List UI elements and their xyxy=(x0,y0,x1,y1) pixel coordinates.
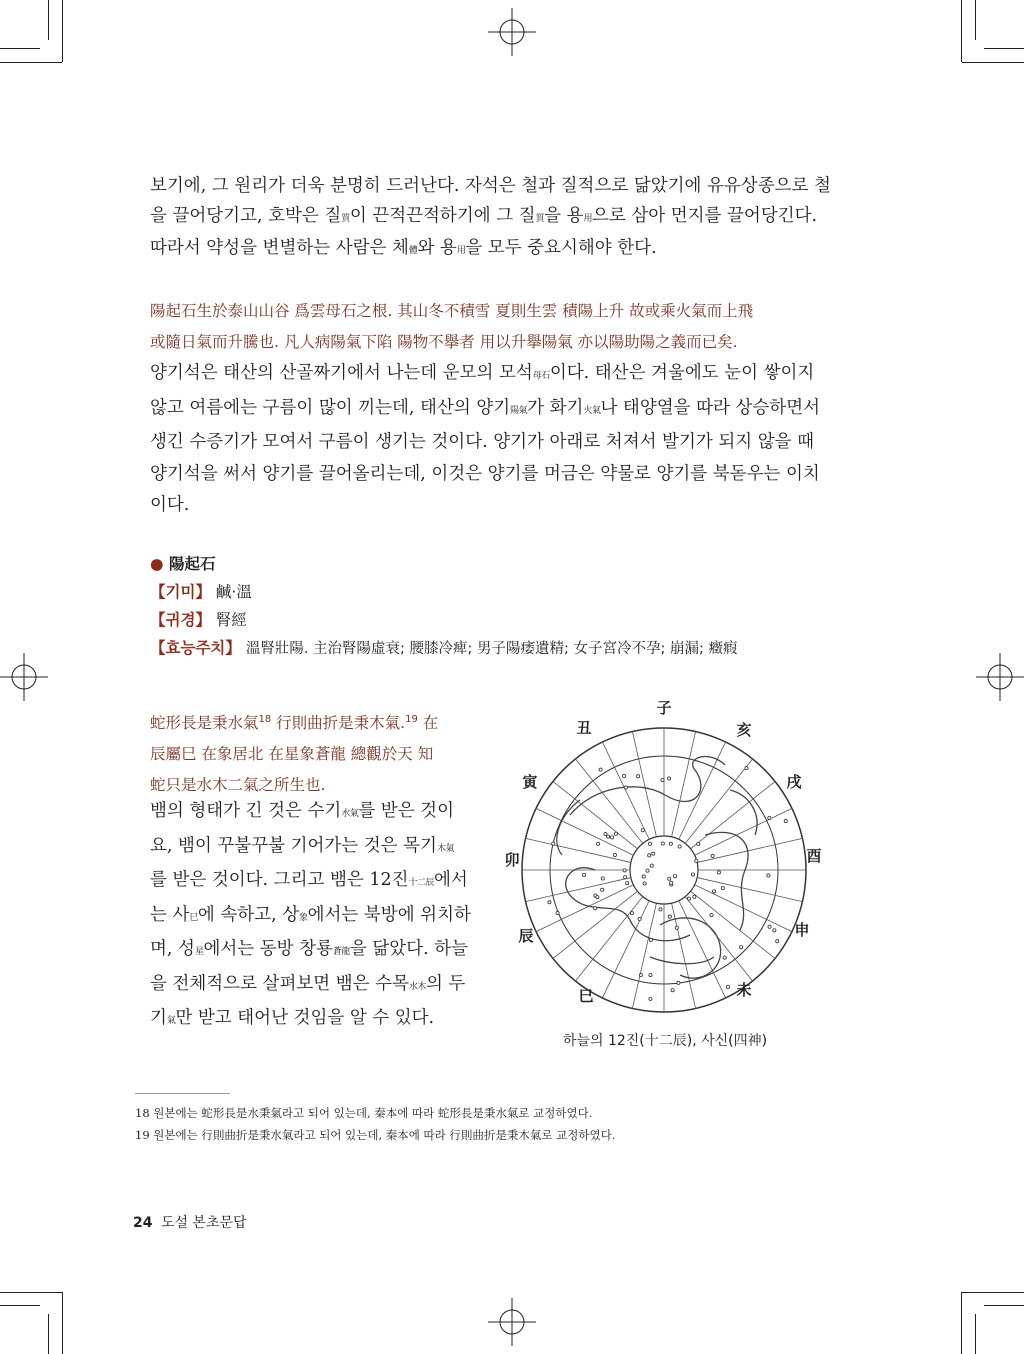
star-mark xyxy=(768,925,771,928)
branch-label: 申 xyxy=(794,921,810,939)
herb-entry xyxy=(150,550,738,663)
star-mark xyxy=(677,981,680,984)
star-mark xyxy=(641,829,644,832)
entry-row-efficacy: 【효능주치】 溫腎壯陽. 主治腎陽虛衰; 腰膝冷痺; 男子陽痿遺精; 女子宮冷不孕; 崩漏; 癥瘕 xyxy=(150,639,738,657)
bullet-icon: ● xyxy=(150,555,164,573)
star-mark xyxy=(717,871,720,874)
text-line: 이다. xyxy=(150,495,190,515)
star-mark xyxy=(548,901,551,904)
star-mark xyxy=(649,997,652,1000)
branch-label: 戌 xyxy=(786,773,802,791)
star-mark xyxy=(604,833,607,836)
text-line: 을 전체적으로 살펴보면 뱀은 수목水木의 두 xyxy=(150,973,466,994)
chart-spoke xyxy=(691,891,775,958)
text-line: 를 받은 것이다. 그리고 뱀은 12진十二辰에서 xyxy=(150,870,468,890)
star-mark xyxy=(556,911,559,914)
branch-label: 丑 xyxy=(576,719,592,737)
chart-spoke xyxy=(632,732,656,837)
text-line: 며, 성星에서는 동방 창룡蒼龍을 닮았다. 하늘 xyxy=(150,939,469,959)
paragraph-snake xyxy=(150,796,470,1038)
snake-dragon-illustration xyxy=(557,757,757,979)
star-mark xyxy=(661,778,664,781)
star-mark xyxy=(745,767,748,770)
chart-spoke xyxy=(536,885,633,932)
branch-label: 卯 xyxy=(504,851,520,869)
star-mark xyxy=(767,874,770,877)
text-line: 생긴 수증기가 모여서 구름이 생기는 것이다. 양기가 아래로 처져서 발기가 되지 않을 때 xyxy=(150,432,814,452)
chart-spoke xyxy=(685,759,752,843)
star-mark xyxy=(624,786,627,789)
star-mark xyxy=(668,877,671,880)
star-mark xyxy=(648,842,651,845)
chart-spoke xyxy=(602,901,649,998)
star-mark xyxy=(594,907,597,910)
star-mark xyxy=(643,882,646,885)
text-line: 기氣만 받고 태어난 것임을 알 수 있다. xyxy=(150,1008,435,1028)
star-chart-figure xyxy=(500,695,830,1015)
star-mark xyxy=(624,876,627,879)
text-line: 요, 뱀이 꾸불꾸불 기어가는 것은 목기木氣 xyxy=(150,835,454,856)
star-mark xyxy=(652,852,655,855)
star-mark xyxy=(668,915,671,918)
footnotes xyxy=(135,1102,615,1146)
chart-spoke xyxy=(697,878,802,902)
quote-line: 或隨日氣而升騰也. 凡人病陽氣下陷 陽物不擧者 用以升擧陽氣 亦以陽助陽之義而已矣. xyxy=(150,333,738,351)
registration-mark-top xyxy=(488,8,536,56)
chart-spoke xyxy=(526,878,631,902)
entry-row-meridian: 【귀경】 腎經 xyxy=(150,611,247,629)
star-mark xyxy=(668,777,671,780)
star-mark xyxy=(670,881,673,884)
star-mark xyxy=(776,940,779,943)
branch-label: 酉 xyxy=(806,847,822,865)
herb-entry-title: 陽起石 xyxy=(168,555,216,573)
star-mark xyxy=(649,973,652,976)
star-mark xyxy=(597,842,600,845)
registration-mark-left xyxy=(0,653,48,701)
chart-spoke xyxy=(697,838,802,862)
branch-label: 未 xyxy=(736,981,752,999)
star-mark xyxy=(773,929,776,932)
chart-spoke xyxy=(672,732,696,837)
chart-spoke xyxy=(526,838,631,862)
classical-quote-2 xyxy=(150,704,470,801)
star-mark xyxy=(669,842,672,845)
chart-spoke xyxy=(602,742,649,839)
footnote-18: 18 원본에는 蛇形長是水秉氣라고 되어 있는데, 秦本에 따라 蛇形長是秉水氣로 교정하였다. xyxy=(135,1106,593,1120)
registration-mark-right xyxy=(976,653,1024,701)
chart-spoke xyxy=(553,891,637,958)
star-mark xyxy=(740,946,743,949)
star-mark xyxy=(636,775,639,778)
star-mark xyxy=(648,854,651,857)
herb-entry-heading xyxy=(150,550,738,578)
star-mark xyxy=(639,974,642,977)
text-line: 보기에, 그 원리가 더욱 분명히 드러난다. 자석은 철과 질적으로 닮았기에 유유상종으로 철 xyxy=(150,176,831,196)
star-mark xyxy=(613,853,616,856)
page-footer xyxy=(133,1212,247,1232)
chart-spoke xyxy=(695,808,792,855)
footnote-ref-18: 18 xyxy=(258,714,272,725)
star-mark xyxy=(596,896,599,899)
star-mark xyxy=(710,913,713,916)
quote-line: 蛇形長是秉水氣$^{18}$ 行則曲折是秉木氣.$^{19}$ 在 xyxy=(150,714,439,733)
star-mark xyxy=(687,897,690,900)
star-mark xyxy=(768,816,771,819)
star-mark xyxy=(721,887,724,890)
star-mark xyxy=(723,956,726,959)
star-mark xyxy=(630,912,633,915)
chart-spoke xyxy=(685,897,752,981)
star-mark xyxy=(695,859,698,862)
star-mark xyxy=(697,842,700,845)
footnote-ref-19: 19 xyxy=(405,714,418,725)
figure-caption: 하늘의 12진(十二辰), 사신(四神) xyxy=(562,1033,768,1049)
star-mark xyxy=(673,875,676,878)
branch-label: 亥 xyxy=(736,721,752,739)
star-mark xyxy=(671,989,674,992)
text-line: 않고 여름에는 구름이 많이 끼는데, 태산의 양기陽氣가 화기火氣나 태양열을 따라 상승하면서 xyxy=(150,397,821,418)
quote-line: 陽起石生於泰山山谷 爲雲母石之根. 其山冬不積雪 夏則生雲 積陽上升 故或乘火氣而上飛 xyxy=(150,302,754,320)
paragraph-translation xyxy=(150,358,828,522)
star-mark xyxy=(649,938,652,941)
star-mark xyxy=(601,888,604,891)
branch-label: 辰 xyxy=(518,927,534,945)
star-mark xyxy=(601,877,604,880)
star-mark xyxy=(552,842,555,845)
chart-spoke xyxy=(536,808,633,855)
text-line: 는 사巳에 속하고, 상象에서는 북방에 위치하 xyxy=(150,904,471,925)
classical-quote-1 xyxy=(150,296,828,358)
star-mark xyxy=(678,845,681,848)
branch-label: 子 xyxy=(656,699,672,717)
text-line: 을 끌어당기고, 호박은 질質이 끈적끈적하기에 그 질質을 용用으로 삼아 먼지를 끌어당긴다. xyxy=(150,205,818,226)
chart-spoke xyxy=(632,903,656,1008)
star-mark xyxy=(659,908,662,911)
star-mark xyxy=(675,926,678,929)
star-mark xyxy=(622,774,625,777)
star-mark xyxy=(661,842,664,845)
text-line: 따라서 약성을 변별하는 사람은 체體와 용用을 모두 중요시해야 한다. xyxy=(150,238,657,258)
star-mark xyxy=(642,875,645,878)
star-mark xyxy=(582,873,585,876)
entry-row-taste: 【기미】 鹹·溫 xyxy=(150,583,252,601)
star-mark xyxy=(726,985,729,988)
star-mark xyxy=(626,881,629,884)
star-mark xyxy=(638,917,641,920)
text-line: 양기석을 써서 양기를 끌어올리는데, 이것은 양기를 머금은 약물로 양기를 북돋우는 이치 xyxy=(150,463,820,484)
star-mark xyxy=(599,768,602,771)
chart-spoke xyxy=(575,897,642,981)
star-mark xyxy=(610,836,613,839)
branch-label: 巳 xyxy=(578,987,594,1005)
star-mark xyxy=(713,890,716,893)
paragraph-intro xyxy=(150,172,831,267)
branch-label: 寅 xyxy=(522,773,538,791)
star-mark xyxy=(784,819,787,822)
text-line: 뱀의 형태가 긴 것은 수기水氣를 받은 것이 xyxy=(150,801,454,821)
star-mark xyxy=(623,869,626,872)
star-mark xyxy=(693,895,696,898)
footnote-divider xyxy=(135,1093,230,1094)
quote-line: 辰屬巳 在象居北 在星象蒼龍 總觀於天 知 xyxy=(150,745,434,764)
star-mark xyxy=(646,869,649,872)
star-mark xyxy=(691,873,694,876)
quote-line: 蛇只是水木二氣之所生也. xyxy=(150,776,326,795)
book-title: 도설 본초문답 xyxy=(160,1215,247,1231)
registration-mark-bottom xyxy=(488,1298,536,1346)
star-mark xyxy=(650,864,653,867)
star-mark xyxy=(711,854,714,857)
text-line: 양기석은 태산의 산골짜기에서 나는데 운모의 모석母石이다. 태산은 겨울에도 눈이 쌓이지 xyxy=(150,363,815,383)
star-mark xyxy=(614,832,617,835)
chart-spoke xyxy=(679,901,726,998)
page-number: 24 xyxy=(133,1215,153,1231)
footnote-19: 19 원본에는 行則曲折是秉水氣라고 되어 있는데, 秦本에 따라 行則曲折是秉木氣로 교정하였다. xyxy=(135,1128,616,1142)
chart-spoke xyxy=(691,781,775,848)
